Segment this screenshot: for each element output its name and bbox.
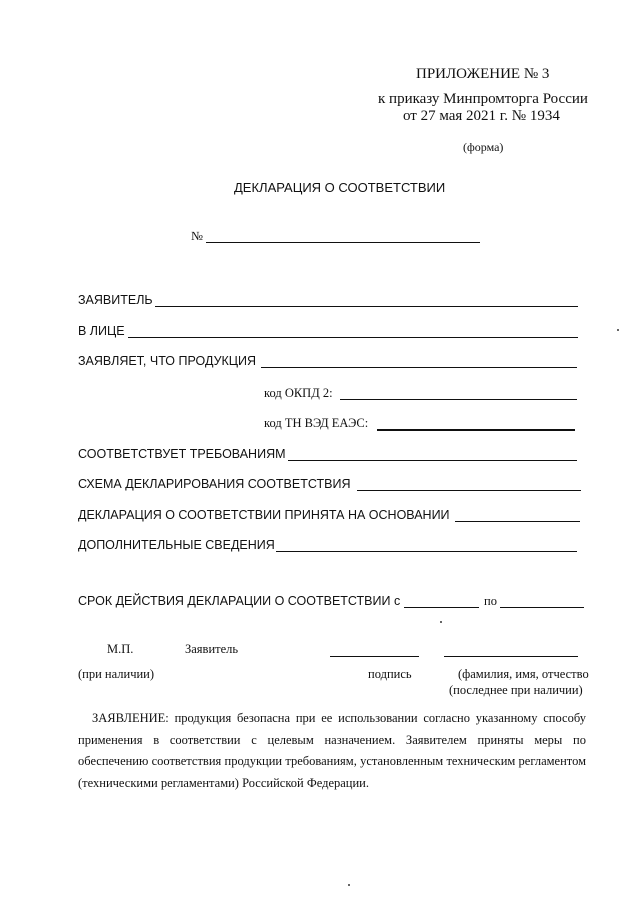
document-title: ДЕКЛАРАЦИЯ О СООТВЕТСТВИИ xyxy=(234,180,446,195)
scan-speck xyxy=(440,621,442,623)
signature-field-line[interactable] xyxy=(330,656,419,657)
represented-by-label: В ЛИЦЕ xyxy=(78,324,125,338)
tnved-code-label: код ТН ВЭД ЕАЭС: xyxy=(264,416,369,430)
applicant-field-line[interactable] xyxy=(155,306,578,307)
signature-caption: подпись xyxy=(368,667,412,681)
form-note: (форма) xyxy=(463,140,504,154)
declares-product-label: ЗАЯВЛЯЕТ, ЧТО ПРОДУКЦИЯ xyxy=(78,354,257,368)
requirements-field-line[interactable] xyxy=(288,460,577,461)
applicant-label: ЗАЯВИТЕЛЬ xyxy=(78,293,153,307)
scheme-field-line[interactable] xyxy=(357,490,581,491)
order-reference: к приказу Минпромторга России xyxy=(378,91,588,107)
additional-info-label: ДОПОЛНИТЕЛЬНЫЕ СВЕДЕНИЯ xyxy=(78,538,275,552)
scheme-label: СХЕМА ДЕКЛАРИРОВАНИЯ СООТВЕТСТВИЯ xyxy=(78,477,351,491)
appendix-number: ПРИЛОЖЕНИЕ № 3 xyxy=(416,66,550,82)
validity-to-label: по xyxy=(484,594,497,608)
validity-from-field-line[interactable] xyxy=(404,607,479,608)
okpd-code-field-line[interactable] xyxy=(340,399,577,400)
declaration-statement: ЗАЯВЛЕНИЕ: продукция безопасна при ее использовании согласно указанному способу применения в соответствии с целевым назначением. Заявителем приняты меры по обеспечению соответствия продукции требованиям, установленным техническим регламентом (техническими регламентами) Российской Федерации. xyxy=(78,711,586,790)
order-date: от 27 мая 2021 г. № 1934 xyxy=(403,108,560,124)
validity-to-field-line[interactable] xyxy=(500,607,584,608)
validity-label: СРОК ДЕЙСТВИЯ ДЕКЛАРАЦИИ О СООТВЕТСТВИИ с xyxy=(78,594,401,608)
basis-field-line[interactable] xyxy=(455,521,580,522)
full-name-field-line[interactable] xyxy=(444,656,578,657)
requirements-label: СООТВЕТСТВУЕТ ТРЕБОВАНИЯМ xyxy=(78,447,286,461)
basis-label: ДЕКЛАРАЦИЯ О СООТВЕТСТВИИ ПРИНЯТА НА ОСНОВАНИИ xyxy=(78,508,450,522)
signatory-label: Заявитель xyxy=(185,642,239,656)
declares-product-field-line[interactable] xyxy=(261,367,577,368)
seal-label: М.П. xyxy=(107,642,134,656)
scan-speck xyxy=(617,329,619,331)
tnved-code-field-line[interactable] xyxy=(377,429,575,431)
seal-if-any-note: (при наличии) xyxy=(78,667,155,681)
okpd-code-label: код ОКПД 2: xyxy=(264,386,333,400)
full-name-caption-line2: (последнее при наличии) xyxy=(449,683,583,697)
additional-info-field-line[interactable] xyxy=(276,551,577,552)
scan-speck xyxy=(348,884,350,886)
number-label: № xyxy=(191,229,203,243)
represented-by-field-line[interactable] xyxy=(128,337,578,338)
number-field-line[interactable] xyxy=(206,242,480,243)
full-name-caption-line1: (фамилия, имя, отчество xyxy=(458,667,589,681)
